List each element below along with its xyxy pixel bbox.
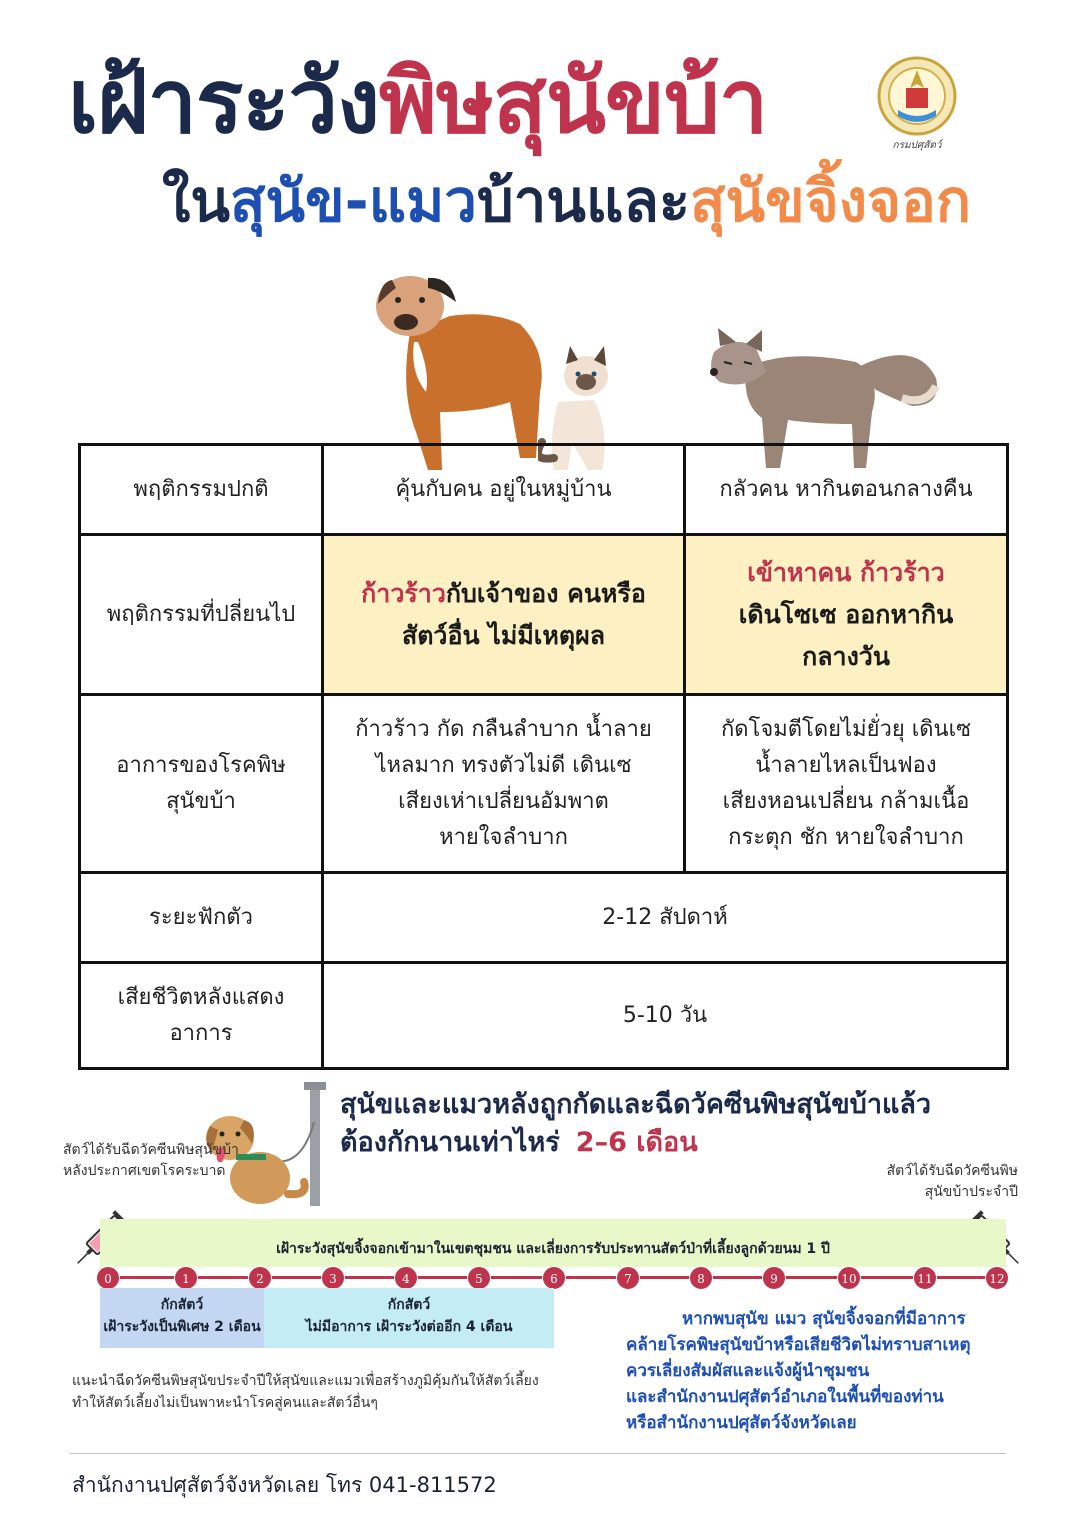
timeline-month: 7 <box>616 1266 640 1290</box>
report-line: หรือสำนักงานปศุสัตว์จังหวัดเลย <box>626 1413 857 1433</box>
cell-text: สัตว์อื่น ไม่มีเหตุผล <box>401 620 606 650</box>
row-label <box>80 695 323 873</box>
cell-fox-highlight <box>685 535 1008 695</box>
label-line: เสียชีวิตหลังแสดง <box>117 984 285 1010</box>
cell-text: กลางวัน <box>802 641 890 671</box>
surveillance-band-text: เฝ้าระวังสุนัขจิ้งจอกเข้ามาในเขตชุมชน และเลี่ยงการรับประทานสัตว์ป่าที่เลี้ยงลูกด้วยนม 1 ปี <box>276 1241 830 1257</box>
vaccination-advice <box>72 1370 592 1414</box>
row-label: พฤติกรรมที่ปลี่ยนไป <box>80 535 323 695</box>
cell-line: เสียงหอนเปลี่ยน กล้ามเนื้อ <box>722 788 970 814</box>
table-row <box>80 873 1008 963</box>
cell-fox: กลัวคน หากินตอนกลางคืน <box>685 445 1008 535</box>
seal-caption: กรมปศุสัตว์ <box>892 140 942 151</box>
timeline-month: 11 <box>913 1266 937 1290</box>
cell-value: 5-10 วัน <box>323 963 1008 1069</box>
timeline-month: 8 <box>689 1266 713 1290</box>
phase-desc: ไม่มีอาการ เฝ้าระวังต่ออีก 4 เดือน <box>305 1319 513 1335</box>
timeline-month: 0 <box>96 1266 120 1290</box>
table-row <box>80 445 1008 535</box>
footer-divider <box>70 1453 1006 1454</box>
cell-pet: คุ้นกับคน อยู่ในหมู่บ้าน <box>323 445 685 535</box>
timeline-month: 12 <box>985 1266 1009 1290</box>
advice-line: แนะนำฉีดวัคซีนพิษสุนัขประจำปีให้สุนัขและแมวเพื่อสร้างภูมิคุ้มกันให้สัตว์เลี้ยง <box>72 1373 539 1389</box>
quarantine-duration: 2–6 เดือน <box>575 1127 698 1158</box>
timeline-month: 2 <box>248 1266 272 1290</box>
cell-value: 2-12 สัปดาห์ <box>323 873 1008 963</box>
row-label: ระยะฟักตัว <box>80 873 323 963</box>
note-outbreak-vaccination: สัตว์ได้รับฉีดวัคซีนพิษสุนัขบ้าหลังประกาศเขตโรคระบาด <box>63 1142 239 1179</box>
report-line: และสำนักงานปศุสัตว์อำเภอในพื้นที่ของท่าน <box>626 1387 944 1407</box>
cell-line: น้ำลายไหลเป็นฟอง <box>755 752 937 778</box>
report-line: หากพบสุนัข แมว สุนัขจิ้งจอกที่มีอาการ <box>682 1309 966 1329</box>
quarantine-phase-2 <box>264 1288 554 1348</box>
report-line: ควรเลี่ยงสัมผัสและแจ้งผู้นำชุมชน <box>626 1361 870 1381</box>
report-instructions <box>626 1306 1026 1436</box>
timeline-month: 3 <box>321 1266 345 1290</box>
cell-line: กระตุก ชัก หายใจลำบาก <box>728 824 964 850</box>
footer-contact: สำนักงานปศุสัตว์จังหวัดเลย โทร 041-811572 <box>72 1473 497 1497</box>
timeline-month: 1 <box>174 1266 198 1290</box>
timeline-month: 5 <box>467 1266 491 1290</box>
subtitle-c: บ้านและ <box>476 167 691 235</box>
subtitle-d: สุนัขจิ้งจอก <box>690 167 971 235</box>
cell-pet-highlight <box>323 535 685 695</box>
row-label <box>80 963 323 1069</box>
subtitle-b: สุนัข-แมว <box>229 167 477 235</box>
table-row <box>80 695 1008 873</box>
phase-desc: เฝ้าระวังเป็นพิเศษ 2 เดือน <box>103 1319 261 1335</box>
title-part1: เฝ้าระวัง <box>68 50 379 153</box>
headline-line2: ต้องกักนานเท่าไหร่ <box>340 1127 560 1158</box>
cell-line: ก้าวร้าว กัด กลืนลำบาก น้ำลาย <box>355 716 652 742</box>
advice-line: ทำให้สัตว์เลี้ยงไม่เป็นพาหะนำโรคสู่คนและสัตว์อื่นๆ <box>72 1395 378 1411</box>
main-title <box>68 50 768 153</box>
dld-seal-icon <box>872 54 962 154</box>
timeline-month: 9 <box>762 1266 786 1290</box>
cell-line: กัดโจมตีโดยไม่ยั่วยุ เดินเซ <box>720 716 972 742</box>
table-row <box>80 535 1008 695</box>
headline-line1: สุนัขและแมวหลังถูกกัดและฉีดวัคซีนพิษสุนัขบ้าแล้ว <box>340 1089 932 1120</box>
timeline-month: 10 <box>837 1266 861 1290</box>
cell-fox <box>685 695 1008 873</box>
quarantine-phase-1 <box>100 1288 264 1348</box>
subtitle <box>162 167 971 235</box>
cell-line: หายใจลำบาก <box>439 824 568 850</box>
cell-line: เสียงเห่าเปลี่ยนอัมพาต <box>398 788 609 814</box>
row-label: พฤติกรรมปกติ <box>80 445 323 535</box>
cell-text: กับเจ้าของ คนหรือ <box>445 578 646 608</box>
cell-pet <box>323 695 685 873</box>
timeline-month: 4 <box>394 1266 418 1290</box>
comparison-table <box>78 443 1009 1070</box>
highlight-text: เข้าหาคน ก้าวร้าว <box>747 557 945 587</box>
title-part2: พิษสุนัขบ้า <box>378 50 768 153</box>
label-line: สุนัขบ้า <box>166 788 236 814</box>
cell-line: ไหลมาก ทรงตัวไม่ดี เดินเซ <box>375 752 632 778</box>
label-line: อาการของโรคพิษ <box>116 752 286 778</box>
timeline-month: 6 <box>542 1266 566 1290</box>
report-line: คล้ายโรคพิษสุนัขบ้าหรือเสียชีวิตไม่ทราบสาเหตุ <box>626 1335 971 1355</box>
quarantine-headline <box>340 1086 931 1162</box>
table-row <box>80 963 1008 1069</box>
phase-title: กักสัตว์ <box>160 1297 204 1313</box>
highlight-text: ก้าวร้าว <box>361 578 446 608</box>
cell-text: เดินโซเซ ออกหากิน <box>738 599 954 629</box>
subtitle-a: ใน <box>162 167 230 235</box>
label-line: อาการ <box>169 1020 233 1046</box>
phase-title: กักสัตว์ <box>387 1297 431 1313</box>
note-annual-vaccination: สัตว์ได้รับฉีดวัคซีนพิษสุนัขบ้าประจำปี <box>886 1163 1018 1200</box>
